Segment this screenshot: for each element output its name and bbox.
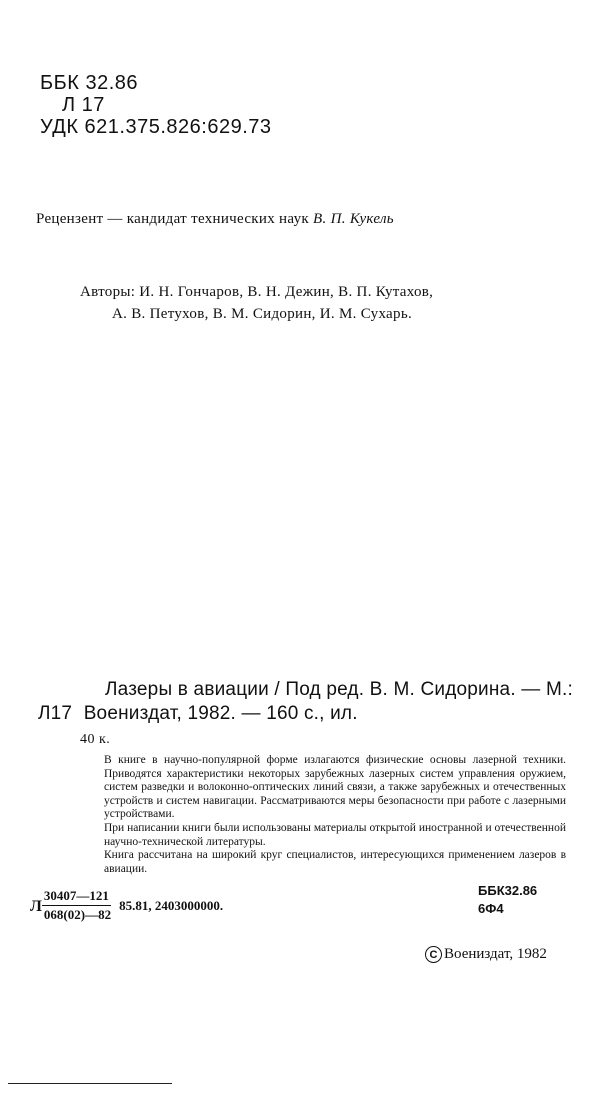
index-numerator: 30407—121 [42, 888, 111, 906]
classification-codes [40, 72, 272, 138]
copyright-text: Воениздат, 1982 [444, 946, 547, 962]
index-denominator: 068(02)—82 [43, 907, 112, 922]
abstract-paragraph-2: При написании книги были использованы материалы открытой иностранной и отечественной научно-технической литературы. [104, 821, 566, 848]
bibliography-line-2 [38, 703, 358, 725]
bbk-footer-line-1: ББК32.86 [478, 883, 538, 898]
author-mark: Л 17 [62, 94, 105, 116]
reviewer-name: В. П. Кукель [313, 211, 394, 227]
abstract-paragraph-3: Книга рассчитана на широкий круг специалистов, интересующихся применением лазеров в авиации. [104, 849, 566, 875]
authors-line-2: А. В. Петухов, В. М. Сидорин, И. М. Сухарь. [112, 306, 413, 322]
bbk-footer-line-2: 6Ф4 [478, 901, 504, 916]
reviewer-label: Рецензент — кандидат технических наук [36, 211, 309, 227]
copyright-icon: C [425, 946, 442, 963]
bibliography-code: Л17 [38, 703, 73, 724]
price: 40 к. [80, 732, 111, 747]
authors-block [80, 281, 433, 325]
index-letter: Л [30, 897, 42, 915]
bibliography-publisher: Воениздат, 1982. — 160 с., ил. [83, 703, 358, 724]
copyright-line [425, 946, 547, 963]
bibliography-line-1: Лазеры в авиации / Под ред. В. М. Сидорина. — М.: [105, 679, 573, 700]
bbk-footer [478, 882, 537, 918]
publication-index [30, 888, 223, 923]
abstract [104, 754, 566, 876]
reviewer-line [36, 211, 394, 228]
bbk-code: ББК 32.86 [40, 72, 139, 94]
bottom-rule [8, 1083, 172, 1084]
index-rest: 85.81, 2403000000. [119, 897, 224, 913]
udk-code: УДК 621.375.826:629.73 [40, 116, 272, 138]
index-fraction [42, 888, 113, 923]
abstract-paragraph-1: В книге в научно-популярной форме излагаются физические основы лазерной техники. Приводятся характеристики некоторых зарубежных лазерных систем управления оружием, систем разведки и волоконно-оптических линий связи, а также зарубежных и отечественных устройств и систем навигации. Рассматриваются меры безопасности при работе с лазерными устройствами. [104, 754, 566, 821]
authors-line-1: Авторы: И. Н. Гончаров, В. Н. Дежин, В. П. Кутахов, [80, 284, 434, 300]
